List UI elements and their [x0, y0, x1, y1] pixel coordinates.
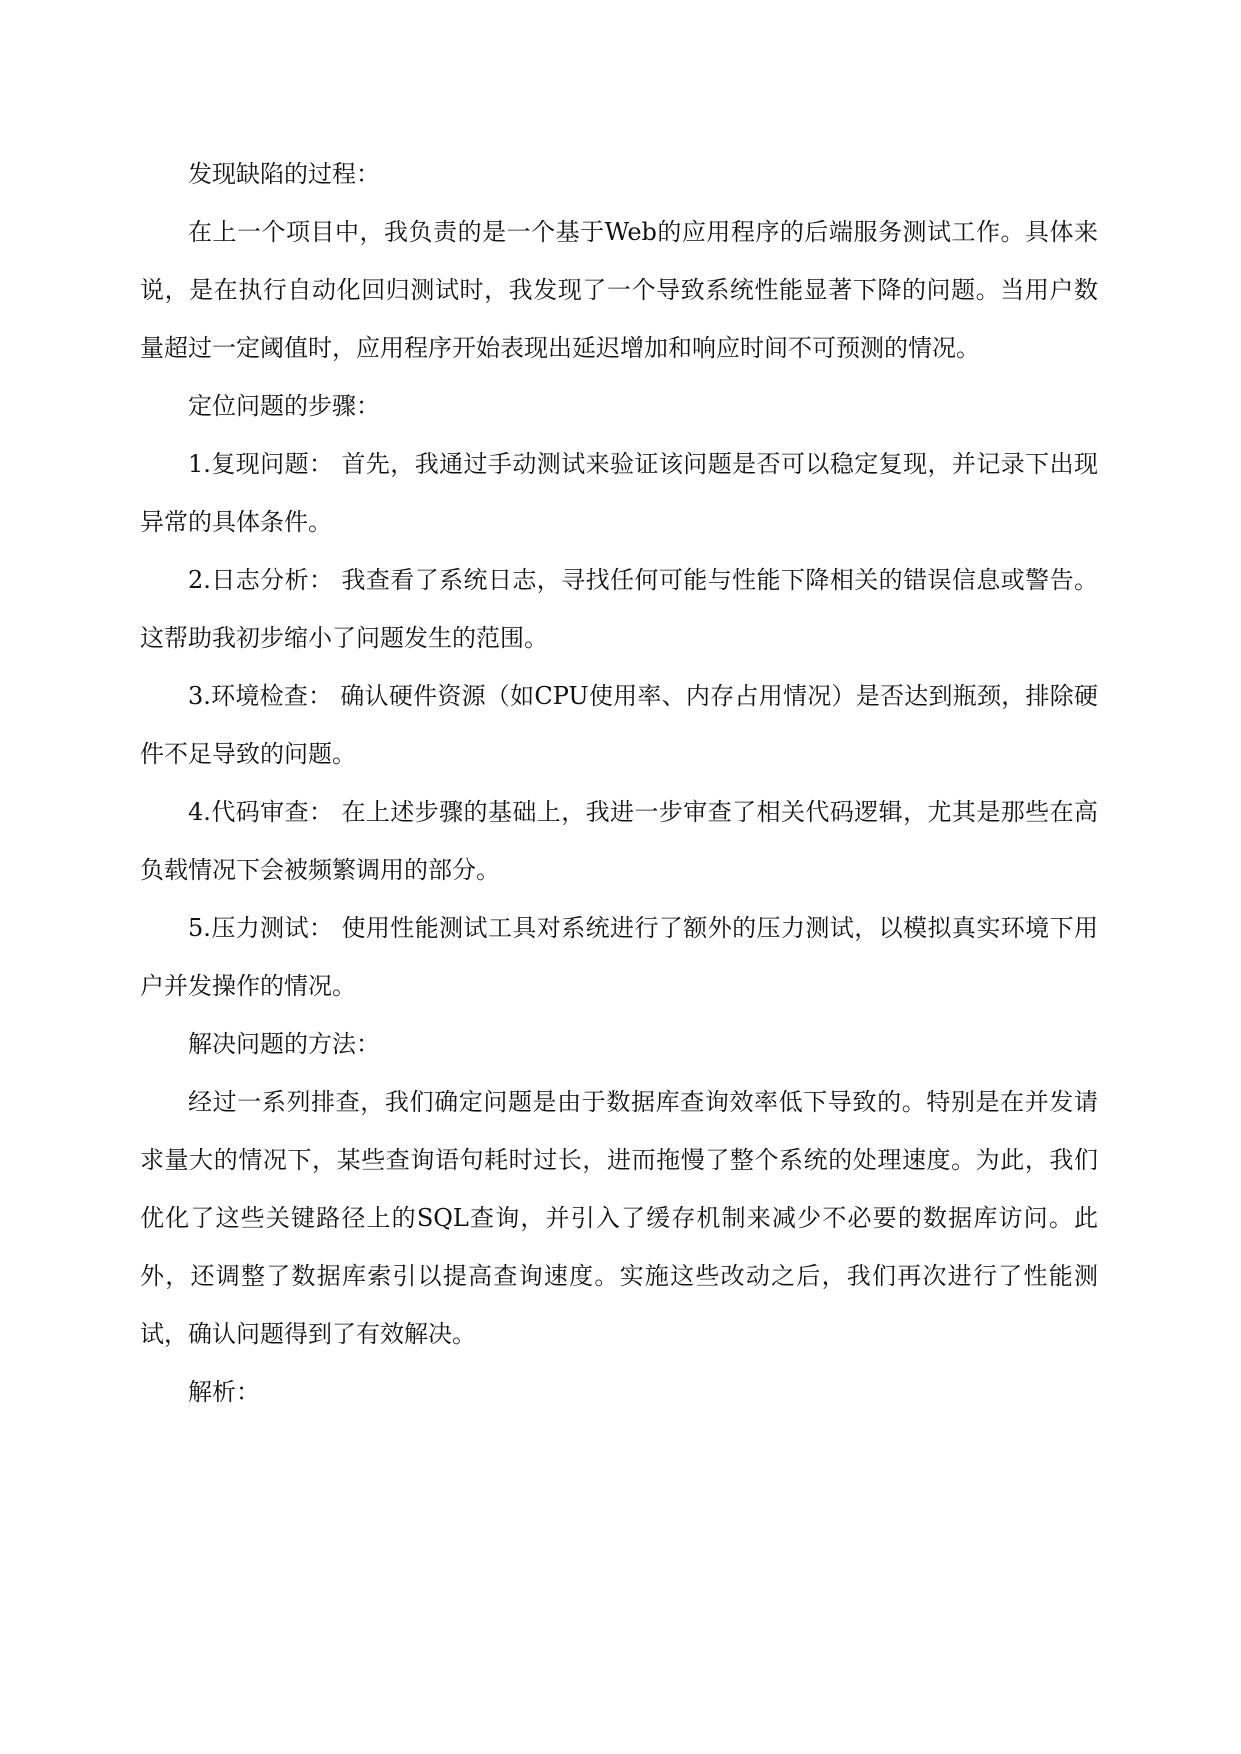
paragraph-solution-body: 经过一系列排查，我们确定问题是由于数据库查询效率低下导致的。特别是在并发请求量大的情况下，某些查询语句耗时过长，进而拖慢了整个系统的处理速度。为此，我们优化了这些关键路径上的SQL查询，并引入了缓存机制来减少不必要的数据库访问。此外，还调整了数据库索引以提高查询速度。实施这些改动之后，我们再次进行了性能测试，确认问题得到了有效解决。: [140, 1088, 1098, 1348]
section-heading-solution: 解决问题的方法：: [188, 1030, 380, 1058]
document-body: [140, 145, 1098, 1421]
section-heading-analysis: 解析：: [188, 1378, 260, 1406]
step-reproduce: 1.复现问题： 首先，我通过手动测试来验证该问题是否可以稳定复现，并记录下出现异常的具体条件。: [140, 450, 1098, 536]
step-stress-test: 5.压力测试： 使用性能测试工具对系统进行了额外的压力测试，以模拟真实环境下用户并发操作的情况。: [140, 914, 1098, 1000]
step-log-analysis: 2.日志分析： 我查看了系统日志，寻找任何可能与性能下降相关的错误信息或警告。这帮助我初步缩小了问题发生的范围。: [140, 566, 1098, 652]
section-heading-locate: 定位问题的步骤：: [188, 392, 380, 420]
section-heading-discovery: 发现缺陷的过程：: [188, 160, 380, 188]
paragraph-discovery-body: 在上一个项目中，我负责的是一个基于Web的应用程序的后端服务测试工作。具体来说，是在执行自动化回归测试时，我发现了一个导致系统性能显著下降的问题。当用户数量超过一定阈值时，应用程序开始表现出延迟增加和响应时间不可预测的情况。: [140, 218, 1098, 362]
step-code-review: 4.代码审查： 在上述步骤的基础上，我进一步审查了相关代码逻辑，尤其是那些在高负载情况下会被频繁调用的部分。: [140, 798, 1098, 884]
step-environment-check: 3.环境检查： 确认硬件资源（如CPU使用率、内存占用情况）是否达到瓶颈，排除硬件不足导致的问题。: [140, 682, 1098, 768]
